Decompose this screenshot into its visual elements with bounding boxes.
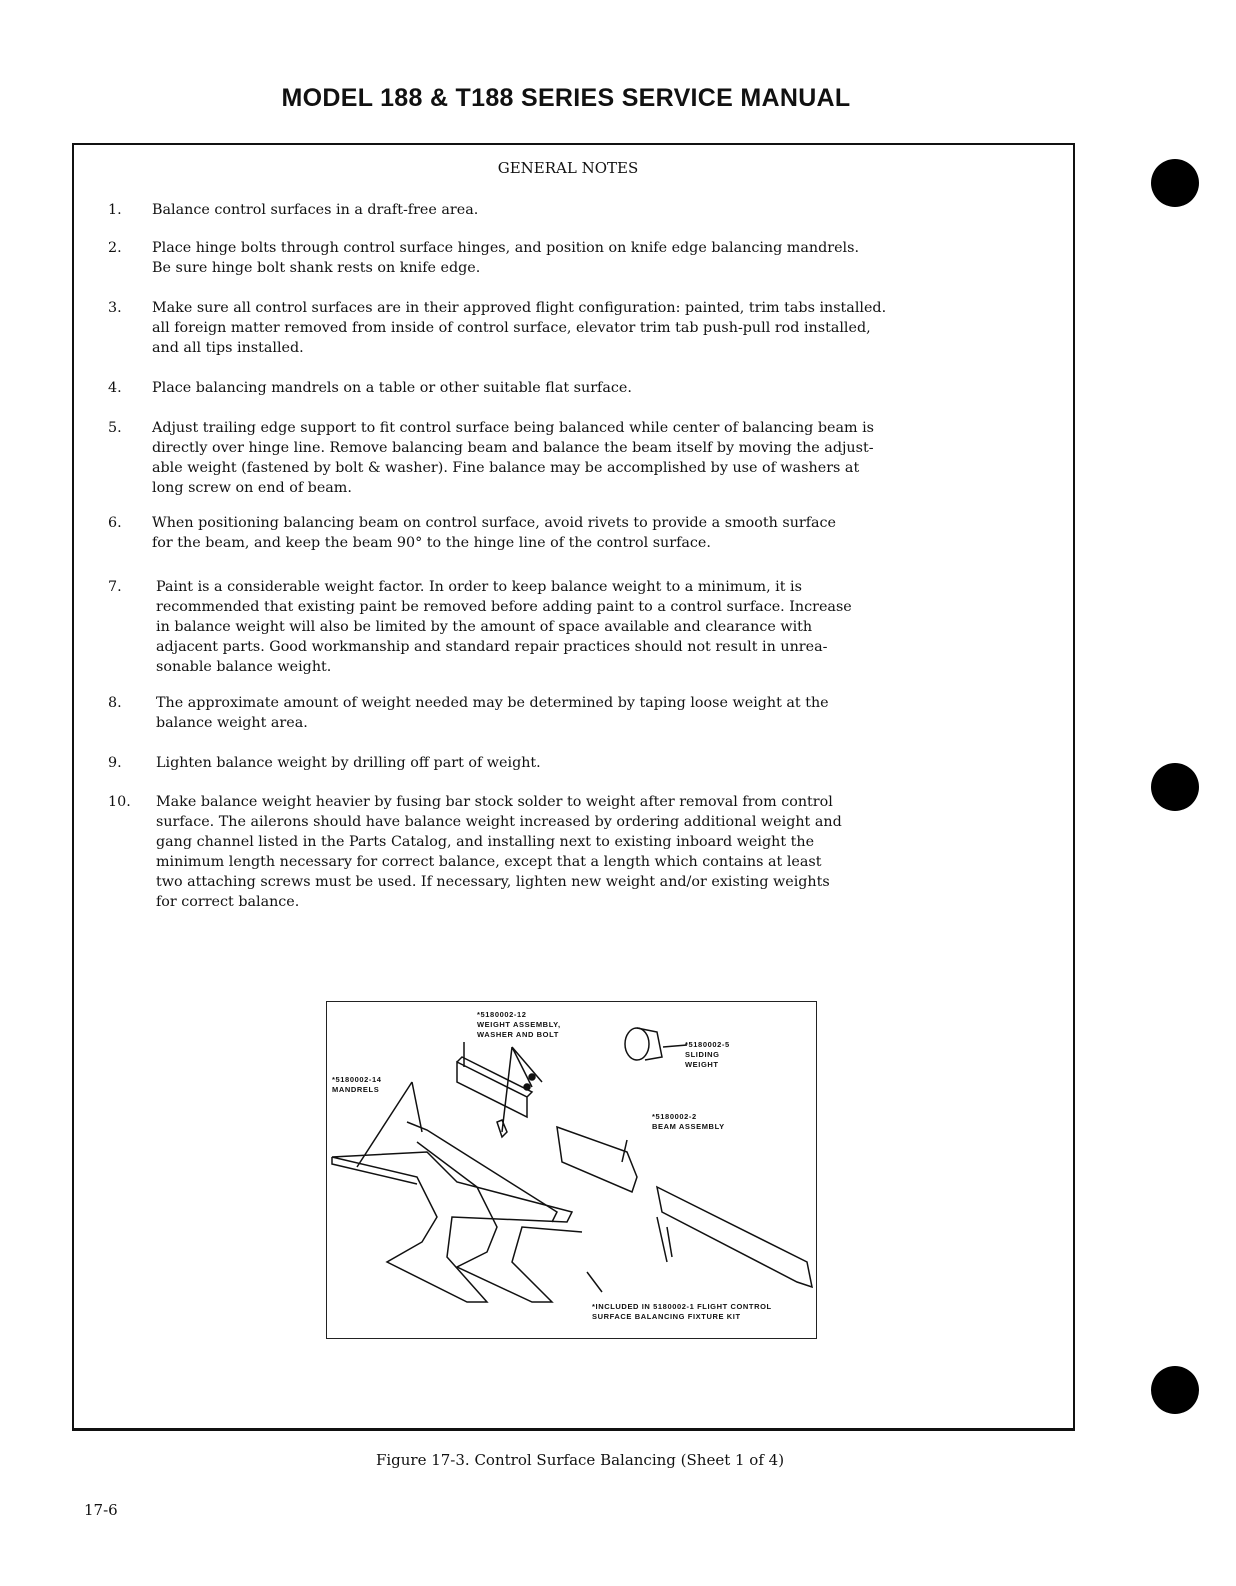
note-line: and all tips installed. xyxy=(152,340,304,356)
note-text xyxy=(152,200,478,220)
note-line: for the beam, and keep the beam 90° to the hinge line of the control surface. xyxy=(152,535,711,551)
note-line: The approximate amount of weight needed may be determined by taping loose weight at the xyxy=(156,695,829,711)
note-line: Place hinge bolts through control surface hinges, and position on knife edge balancing mandrels. xyxy=(152,240,859,256)
note-text xyxy=(152,418,874,498)
note-line: Lighten balance weight by drilling off part of weight. xyxy=(156,755,541,771)
note-line: directly over hinge line. Remove balancing beam and balance the beam itself by moving the adjust- xyxy=(152,440,874,456)
page-title: MODEL 188 & T188 SERIES SERVICE MANUAL xyxy=(281,84,851,112)
note-line: recommended that existing paint be removed before adding paint to a control surface. Increase xyxy=(156,599,852,615)
note-text xyxy=(152,298,886,358)
note-line: Make sure all control surfaces are in their approved flight configuration: painted, trim tabs installed. xyxy=(152,300,887,316)
note-line: adjacent parts. Good workmanship and standard repair practices should not result in unrea- xyxy=(156,639,828,655)
note-text xyxy=(156,753,541,773)
note-number: 6. xyxy=(108,515,122,531)
note-line: Be sure hinge bolt shank rests on knife edge. xyxy=(152,260,481,276)
note-number: 4. xyxy=(108,380,122,396)
note-line: When positioning balancing beam on control surface, avoid rivets to provide a smooth surface xyxy=(152,515,837,531)
label-included-kit: *INCLUDED IN 5180002-1 FLIGHT CONTROL SURFACE BALANCING FIXTURE KIT xyxy=(592,1302,772,1321)
note-line: Paint is a considerable weight factor. In order to keep balance weight to a minimum, it is xyxy=(156,579,802,595)
label-weight-assembly: *5180002-12 WEIGHT ASSEMBLY, WASHER AND BOLT xyxy=(477,1010,561,1039)
note-text xyxy=(152,238,859,278)
label-mandrels: *5180002-14 MANDRELS xyxy=(332,1075,382,1094)
note-number: 9. xyxy=(108,755,122,771)
note-line: Place balancing mandrels on a table or other suitable flat surface. xyxy=(152,380,632,396)
note-text xyxy=(156,693,829,733)
note-line: minimum length necessary for correct balance, except that a length which contains at least xyxy=(156,854,822,870)
note-line: surface. The ailerons should have balance weight increased by ordering additional weight and xyxy=(156,814,842,830)
note-line: long screw on end of beam. xyxy=(152,480,352,496)
note-line: in balance weight will also be limited by the amount of space available and clearance with xyxy=(156,619,813,635)
note-number: 7. xyxy=(108,579,122,595)
note-line: Make balance weight heavier by fusing bar stock solder to weight after removal from control xyxy=(156,794,833,810)
note-number: 1. xyxy=(108,202,122,218)
note-line: two attaching screws must be used. If necessary, lighten new weight and/or existing weights xyxy=(156,874,830,890)
note-line: gang channel listed in the Parts Catalog, and installing next to existing inboard weight the xyxy=(156,834,815,850)
note-text xyxy=(152,378,632,398)
balancing-fixture-illustration xyxy=(326,1001,817,1339)
note-line: balance weight area. xyxy=(156,715,308,731)
figure-caption: Figure 17-3. Control Surface Balancing (Sheet 1 of 4) xyxy=(375,1451,785,1469)
note-text xyxy=(152,513,836,553)
note-number: 8. xyxy=(108,695,122,711)
note-number: 3. xyxy=(108,300,122,316)
note-text xyxy=(156,792,842,912)
note-number: 5. xyxy=(108,420,122,436)
note-line: Balance control surfaces in a draft-free area. xyxy=(152,202,479,218)
punch-hole xyxy=(1151,1366,1199,1414)
label-beam-assembly: *5180002-2 BEAM ASSEMBLY xyxy=(652,1112,725,1131)
note-number: 10. xyxy=(108,794,131,810)
punch-hole xyxy=(1151,159,1199,207)
punch-hole xyxy=(1151,763,1199,811)
label-sliding-weight: *5180002-5 SLIDING WEIGHT xyxy=(685,1040,730,1069)
note-line: all foreign matter removed from inside of control surface, elevator trim tab push-pull rod installed, xyxy=(152,320,871,336)
note-line: sonable balance weight. xyxy=(156,659,332,675)
fixture-drawing xyxy=(327,1002,816,1338)
note-line: Adjust trailing edge support to fit control surface being balanced while center of balancing beam is xyxy=(152,420,875,436)
notes-heading: GENERAL NOTES xyxy=(497,159,639,177)
note-number: 2. xyxy=(108,240,122,256)
note-text xyxy=(156,577,852,677)
note-line: for correct balance. xyxy=(156,894,300,910)
page-number: 17-6 xyxy=(84,1501,118,1519)
note-line: able weight (fastened by bolt & washer). Fine balance may be accomplished by use of washers at xyxy=(152,460,860,476)
